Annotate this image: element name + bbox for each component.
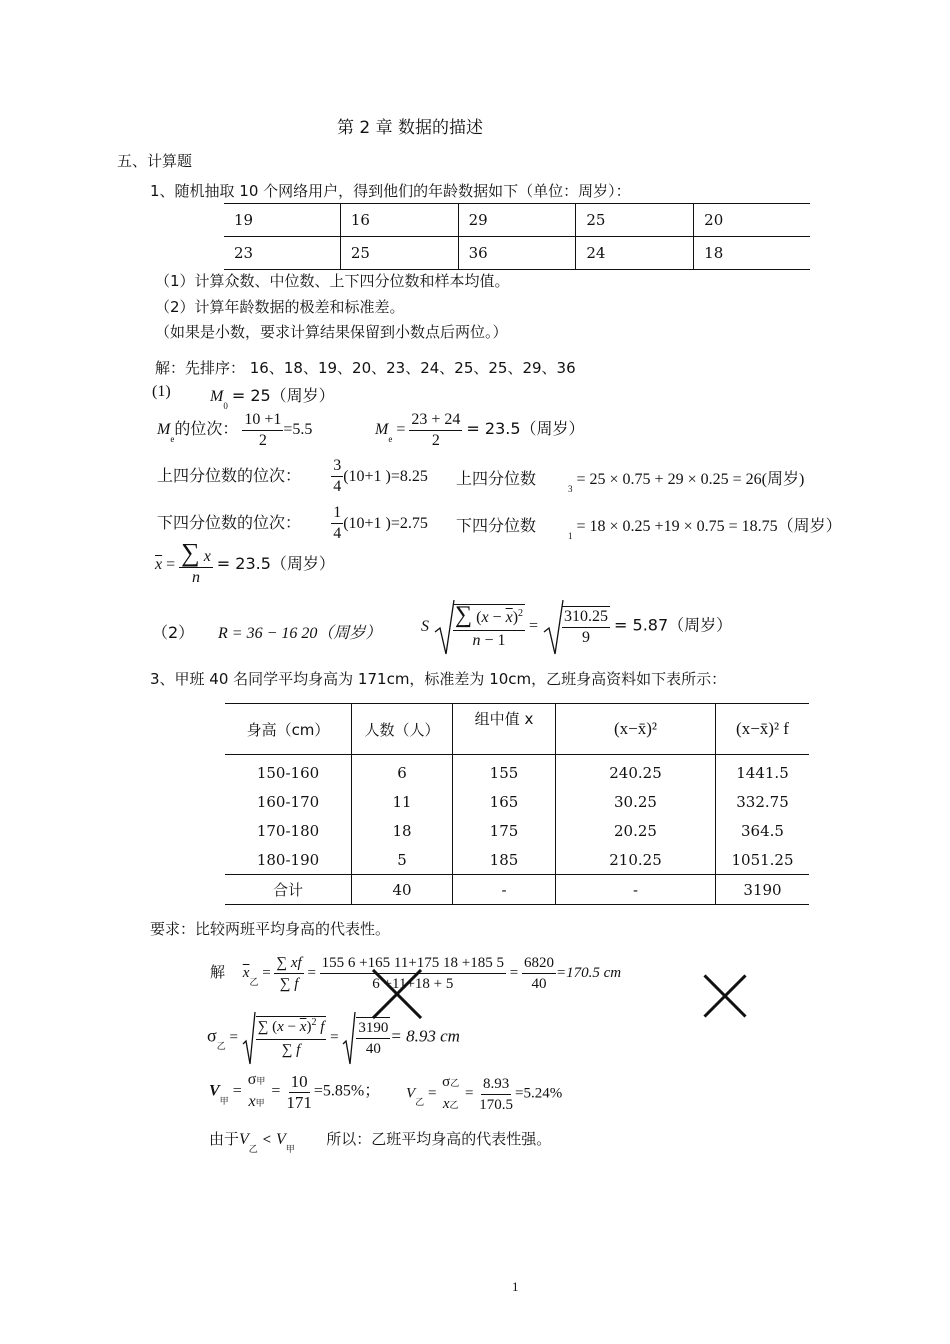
- table-cell: 332.75: [716, 787, 810, 816]
- conclusion-line: 由于$V_乙 < V_甲$ 所以：乙班平均身高的代表性强。: [209, 1130, 552, 1155]
- table-header: (x−x̄)² f: [716, 704, 810, 755]
- q1-requirement-2: （2）计算年龄数据的极差和标准差。: [155, 298, 405, 316]
- mode-value: = 25（周岁）: [231, 386, 335, 405]
- sd-value-fraction: [562, 606, 610, 648]
- table-cell: 150-160: [225, 755, 352, 788]
- lower-quartile-position-value: (10+1 )=2.75: [343, 515, 428, 532]
- page-number: 1: [512, 1279, 519, 1294]
- fraction-numerator: 3190: [356, 1018, 390, 1039]
- table-cell: 170-180: [225, 816, 352, 845]
- q1-requirement-1: （1）计算众数、中位数、上下四分位数和样本均值。: [155, 272, 510, 290]
- fraction-denominator: 171: [286, 1092, 312, 1112]
- table-row: [225, 755, 809, 788]
- conclusion-prefix: 由于: [209, 1130, 240, 1148]
- table-cell: 1051.25: [716, 845, 810, 875]
- q3-prompt: 3、甲班 40 名同学平均身高为 171cm，标准差为 10cm，乙班身高资料如下表所示：: [150, 670, 727, 688]
- range-expression: R = 36 − 16 20（周岁）: [218, 625, 382, 642]
- q1-note: （如果是小数，要求计算结果保留到小数点后两位。）: [155, 323, 508, 341]
- fraction-numerator: 3: [331, 456, 343, 477]
- cv-class-a-expression: $V_甲$ = σ甲 x甲 = $\frac{10}{171}$ =5.85%；: [209, 1070, 380, 1114]
- table-header: (x−x̄)²: [556, 704, 716, 755]
- median-value: = 23.5（周岁）: [466, 419, 585, 439]
- part2-label: （2）: [152, 623, 195, 642]
- q3-requirement: 要求：比较两班平均身高的代表性。: [150, 920, 391, 938]
- fraction-numerator: 155 6 +165 11+175 18 +185 5: [320, 953, 506, 974]
- upper-quartile-label: 上四分位数: [456, 469, 537, 488]
- cv-b-formula: σ乙 x乙: [442, 1074, 460, 1112]
- table-cell: 25: [576, 204, 694, 237]
- class-b-sigma-expression: $\sigma_乙$ = $\frac{\sum (x - \overline{x})^2 f}{\sum f}$ = $\frac{3190}{40}$ = 8.93 cm: [207, 1010, 460, 1066]
- fraction-numerator: 8.93: [481, 1074, 511, 1095]
- class-b-mean-value: =170.5 cm: [555, 964, 622, 981]
- fraction-denominator: 2: [258, 432, 267, 449]
- table-cell: -: [453, 875, 556, 905]
- fraction-numerator: 23 + 24: [409, 410, 462, 431]
- chapter-title: 第 2 章 数据的描述: [337, 118, 484, 138]
- table-cell: 210.25: [556, 845, 716, 875]
- lower-quartile-value: = 18 × 0.25 +19 × 0.75 = 18.75（周岁）: [576, 518, 842, 535]
- table-row: [224, 204, 810, 237]
- cross-mark-icon: [696, 972, 754, 1020]
- upper-quartile-position-value: (10+1 )=8.25: [343, 468, 428, 485]
- section-heading: 五、计算题: [117, 152, 193, 170]
- table-cell: 18: [694, 237, 810, 270]
- fraction-denominator: 170.5: [479, 1096, 513, 1113]
- mean-expression: $\overline{x}$ = $\frac{\sum x}{n}$ = 23.5（周岁）: [155, 538, 335, 586]
- table-cell: 29: [458, 204, 576, 237]
- table-cell: 180-190: [225, 845, 352, 875]
- table-cell: 5: [352, 845, 453, 875]
- sd-expression: S $\frac{\sum (x - \overline{x})^2}{n - 1}$ = $\frac{310.25}{9}$ = 5.87（周岁）: [421, 598, 732, 656]
- median-position-label: 的位次：: [174, 419, 239, 439]
- age-data-table: [224, 203, 810, 270]
- median-expression: $M_e$ = $\frac{23 + 24}{2}$ = 23.5（周岁）: [375, 411, 585, 449]
- table-cell: 23: [224, 237, 340, 270]
- table-cell: 165: [453, 787, 556, 816]
- sd-value: = 5.87（周岁）: [614, 615, 733, 635]
- sd-formula-fraction: $\frac{\sum (x - \overline{x})^2}{n - 1}$: [455, 601, 524, 649]
- fraction-denominator: 40: [365, 1041, 381, 1057]
- median-fraction: [409, 410, 462, 451]
- table-cell: 160-170: [225, 787, 352, 816]
- sigma-value-fraction: [356, 1017, 390, 1059]
- fraction-numerator: 1: [331, 503, 343, 524]
- sqrt-sign-icon: [433, 598, 455, 656]
- fraction-denominator: 40: [531, 976, 547, 992]
- class-b-mean-expression: 解 $\overline{x}_乙$ = $\frac{\sum xf}{\sum f}$ = $\frac{155 6 +165 11+175 18 +185 5}{6 +11+18 + 5}$ = $\frac{6820}{40}$ =170.5 cm: [210, 955, 622, 992]
- median-position-fraction: [242, 410, 283, 451]
- fraction-denominator: 6 +11+18 + 5: [372, 976, 454, 992]
- table-row: [225, 787, 809, 816]
- table-cell: 175: [453, 816, 556, 845]
- upper-quartile-position-label: 上四分位数的位次：: [157, 466, 302, 485]
- fraction-denominator: 9: [582, 629, 591, 646]
- table-row: [225, 816, 809, 845]
- table-cell: 20: [694, 204, 810, 237]
- fraction-numerator: 6820: [522, 953, 556, 974]
- table-cell: -: [556, 875, 716, 905]
- height-table: [225, 703, 809, 905]
- table-cell: 36: [458, 237, 576, 270]
- upper-quartile-position: [157, 456, 428, 497]
- table-row: [224, 237, 810, 270]
- table-cell: 24: [576, 237, 694, 270]
- lower-quartile-fraction: [331, 503, 343, 544]
- table-cell: 364.5: [716, 816, 810, 845]
- class-b-sigma-value: = 8.93 cm: [390, 1026, 460, 1046]
- table-header: 组中值 x: [453, 704, 556, 755]
- table-cell: 25: [340, 237, 458, 270]
- q1-solution-sort: 解：先排序： 16、18、19、20、23、24、25、25、29、36: [155, 359, 576, 377]
- table-cell: 185: [453, 845, 556, 875]
- fraction-numerator: 310.25: [562, 607, 610, 628]
- table-cell: 155: [453, 755, 556, 788]
- cv-a-formula: σ甲 x甲: [247, 1071, 266, 1110]
- table-total-row: [225, 875, 809, 905]
- table-cell: 3190: [716, 875, 810, 905]
- table-cell: 30.25: [556, 787, 716, 816]
- lower-quartile-label: 下四分位数: [456, 516, 537, 535]
- conclusion-text: 所以：乙班平均身高的代表性强。: [326, 1130, 552, 1148]
- sqrt-sign-icon: [242, 1010, 256, 1066]
- table-cell: 19: [224, 204, 340, 237]
- cv-class-b-value: =5.24%: [514, 1085, 563, 1102]
- mean-value: = 23.5（周岁）: [216, 554, 335, 574]
- fraction-denominator: 4: [333, 525, 342, 542]
- fraction-numerator: 10 +1: [242, 410, 283, 431]
- table-header: 人数（人）: [352, 704, 453, 755]
- solution-label: 解: [210, 962, 226, 981]
- upper-quartile-value: = 25 × 0.75 + 29 × 0.25 = 26(周岁): [576, 471, 805, 488]
- sqrt-sign-icon: [542, 598, 564, 656]
- mode-expression: $M_0 = 25$（周岁）: [210, 386, 335, 411]
- table-cell: 16: [340, 204, 458, 237]
- sqrt-sign-icon: [342, 1010, 356, 1066]
- upper-quartile-expression: $_3$ = 25 × 0.75 + 29 × 0.25 = 26(周岁): [568, 471, 805, 494]
- cv-class-b-expression: $V_乙$ = σ乙 x乙 = $\frac{8.93}{170.5}$ =5.24%: [406, 1072, 562, 1116]
- lower-quartile-position-label: 下四分位数的位次：: [157, 513, 302, 532]
- table-header: 身高（cm）: [225, 704, 352, 755]
- table-cell: 6: [352, 755, 453, 788]
- upper-quartile-fraction: [331, 456, 343, 497]
- q1-prompt: 1、随机抽取 10 个网络用户，得到他们的年龄数据如下（单位：周岁）：: [150, 182, 631, 200]
- cv-b-fraction: [477, 1074, 515, 1115]
- table-cell: 18: [352, 816, 453, 845]
- fraction-denominator: 2: [431, 432, 440, 449]
- table-cell: 240.25: [556, 755, 716, 788]
- cv-class-a-value: =5.85%；: [313, 1082, 381, 1100]
- fraction-numerator: 10: [290, 1071, 308, 1091]
- table-cell: 1441.5: [716, 755, 810, 788]
- mean-fraction: $\frac{\sum x}{n}$: [181, 538, 211, 586]
- lower-quartile-expression: $_1$ = 18 × 0.25 +19 × 0.75 = 18.75（周岁）: [568, 518, 842, 541]
- median-position-expression: $M_e$的位次： $\frac{10 +1}{2}$ =5.5: [157, 411, 313, 449]
- cv-a-fraction: [284, 1072, 314, 1113]
- table-header-row: [225, 704, 809, 755]
- table-row: [225, 845, 809, 875]
- table-cell: 40: [352, 875, 453, 905]
- median-position-value: =5.5: [283, 421, 313, 439]
- sigma-formula-fraction: $\frac{\sum (x - \overline{x})^2 f}{\sum f}$: [257, 1017, 325, 1058]
- mean-value-fraction: [522, 953, 556, 994]
- fraction-denominator: 4: [333, 478, 342, 495]
- table-cell: 20.25: [556, 816, 716, 845]
- table-cell: 合计: [225, 875, 352, 905]
- part1-label: (1): [152, 383, 171, 400]
- mean-formula-fraction: $\frac{\sum xf}{\sum f}$: [276, 955, 302, 992]
- table-cell: 11: [352, 787, 453, 816]
